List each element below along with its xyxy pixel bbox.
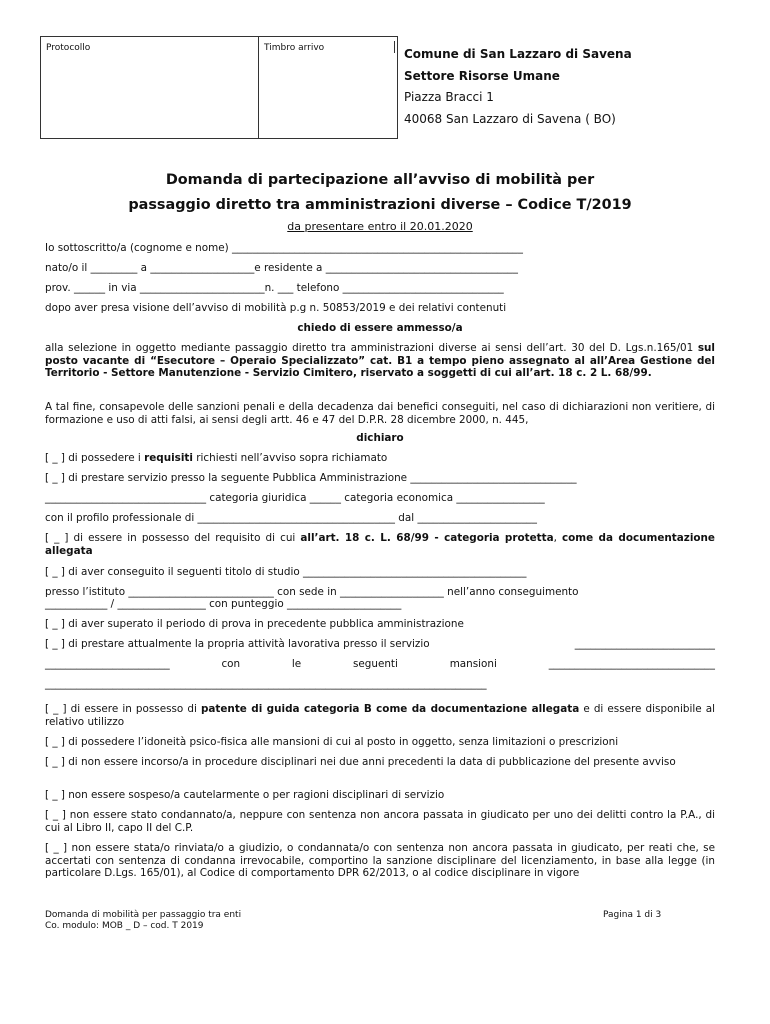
item-text: seguenti <box>352 658 398 670</box>
deadline-text: da presentare entro il 20.01.2020 <box>287 220 473 233</box>
selection-paragraph <box>45 342 715 380</box>
item-text: le <box>291 658 302 670</box>
item-requisito-categoria[interactable] <box>45 532 715 557</box>
item-text: richiesti nell’avviso sopra richiamato <box>192 452 388 464</box>
footer-form-name: Domanda di mobilità per passaggio tra enti <box>45 910 242 920</box>
item-titolo[interactable]: [ _ ] di aver conseguito il seguenti titolo di studio ___________________________________________ <box>45 566 527 578</box>
office-street: Piazza Bracci 1 <box>404 90 494 104</box>
item-patente[interactable] <box>45 703 715 728</box>
item-text: , <box>553 532 562 544</box>
item-prova[interactable]: [ _ ] di aver superato il periodo di prova in precedente pubblica amministrazione <box>45 618 464 630</box>
office-address <box>404 44 632 130</box>
protocol-cell <box>41 37 259 138</box>
item-emphasis: come da documentazione allegata <box>45 532 715 557</box>
arrival-stamp-cell <box>259 37 397 138</box>
text-cursor <box>394 41 395 53</box>
item-blank[interactable]: ___________________________ <box>574 638 715 650</box>
item-servizio-line2[interactable]: _______________________________ categoria giuridica ______ categoria economica _________________ <box>45 492 545 504</box>
arrival-stamp-label: Timbro arrivo <box>264 43 325 53</box>
item-emphasis: requisiti <box>144 452 193 464</box>
item-sospeso[interactable]: [ _ ] non essere sospeso/a cautelarmente o per ragioni disciplinari di servizio <box>45 789 445 801</box>
item-text: e di essere disponibile al relativo utilizzo <box>45 703 715 728</box>
item-text: [ _ ] di possedere i <box>45 452 145 464</box>
selection-text: alla selezione in oggetto mediante passaggio diretto tra amministrazioni diverse ai sensi dell’art. 30 del D. Lgs.n.165/01 <box>45 342 698 354</box>
item-text: [ _ ] di essere in possesso di <box>45 703 201 715</box>
address-phone-line[interactable]: prov. ______ in via ________________________n. ___ telefono _______________________________ <box>45 282 504 294</box>
birth-residence-line[interactable]: nato/o il _________ a ____________________e residente a _____________________________________ <box>45 262 518 274</box>
declare-heading: dichiaro <box>356 432 404 444</box>
request-heading: chiedo di essere ammesso/a <box>297 322 463 334</box>
item-emphasis: patente di guida categoria B come da documentazione allegata <box>200 703 580 715</box>
item-text: con <box>221 658 241 670</box>
item-istituto-line1[interactable]: presso l’istituto ____________________________ con sede in ____________________ nell’anno conseguimento <box>45 586 579 598</box>
selection-position: sul posto vacante di “Esecutore – Operaio Specializzato” cat. B1 a tempo pieno assegnato al all’Area Gestione del Territorio - Settore Manutenzione - Servizio Cimitero, riservato a soggetti di cui all’art. 18 c. 2 L. 68/99. <box>45 342 715 379</box>
footer-form-code: Co. modulo: MOB _ D – cod. T 2019 <box>45 921 204 931</box>
item-requisiti[interactable] <box>45 452 715 465</box>
item-profilo[interactable]: con il profilo professionale di ______________________________________ dal _______________________ <box>45 512 537 524</box>
item-blank[interactable]: ________________________________ <box>548 658 715 670</box>
notice-line: dopo aver presa visione dell’avviso di mobilità p.g n. 50853/2019 e dei relativi contenuti <box>45 302 507 314</box>
item-disciplinari[interactable]: [ _ ] di non essere incorso/a in procedure disciplinari nei due anni precedenti la data di pubblicazione del presente avviso <box>45 756 676 768</box>
item-text: [ _ ] di essere in possesso del requisito di cui <box>45 532 301 544</box>
document-title-line1: Domanda di partecipazione all’avviso di mobilità per <box>165 172 595 188</box>
document-title-line2: passaggio diretto tra amministrazioni diverse – Codice T/2019 <box>128 197 632 213</box>
office-sector: Settore Risorse Umane <box>404 68 560 83</box>
declaration-intro: A tal fine, consapevole delle sanzioni penali e della decadenza dai benefici conseguiti, nel caso di dichiarazioni non veritiere, di formazione e uso di atti falsi, ai sensi degli artt. 46 e 47 del D.P.R. 28 dicembre 2000, n. 445, <box>45 401 715 426</box>
page-number: Pagina 1 di 3 <box>603 910 662 920</box>
item-idoneita[interactable]: [ _ ] di possedere l’idoneità psico-fisica alle mansioni di cui al posto in oggetto, senza limitazioni o prescrizioni <box>45 736 619 748</box>
name-field-line[interactable]: Io sottoscritto/a (cognome e nome) ________________________________________________________ <box>45 242 523 254</box>
item-servizio-line1[interactable]: [ _ ] di prestare servizio presso la seguente Pubblica Amministrazione ________________________________ <box>45 472 577 484</box>
item-mansioni-line[interactable]: _____________________________________________________________________________________ <box>45 678 487 690</box>
protocol-label: Protocollo <box>46 43 91 53</box>
item-rinviato[interactable]: [ _ ] non essere stata/o rinviata/o a giudizio, o condannata/o con sentenza non ancora passata in giudicato, per reati che, se accertati con sentenza di condanna irrevocabile, comportino la sanzione disciplinare del licenziamento, in base alla legge (in particolare D.Lgs. 165/01), al Codice di comportamento DPR 62/2013, o al codice disciplinare in vigore <box>45 842 715 879</box>
footer-left <box>45 910 241 932</box>
item-attivita[interactable] <box>45 638 715 651</box>
item-text: [ _ ] di prestare attualmente la propria attività lavorativa presso il servizio <box>45 638 430 650</box>
item-condannato[interactable]: [ _ ] non essere stato condannato/a, neppure con sentenza non ancora passata in giudicato per uno dei delitti contro la P.A., di cui al Libro II, capo II del C.P. <box>45 809 715 834</box>
office-name: Comune di San Lazzaro di Savena <box>404 47 632 61</box>
item-istituto-line2[interactable]: ____________ / _________________ con punteggio ______________________ <box>45 598 402 610</box>
stamp-box <box>40 36 398 139</box>
item-emphasis: all’art. 18 c. L. 68/99 - categoria protetta <box>300 532 554 544</box>
item-text: mansioni <box>449 658 497 670</box>
item-blank[interactable]: ________________________ <box>45 658 170 670</box>
office-city: 40068 San Lazzaro di Savena ( BO) <box>404 111 616 126</box>
item-mansioni[interactable] <box>45 658 715 671</box>
